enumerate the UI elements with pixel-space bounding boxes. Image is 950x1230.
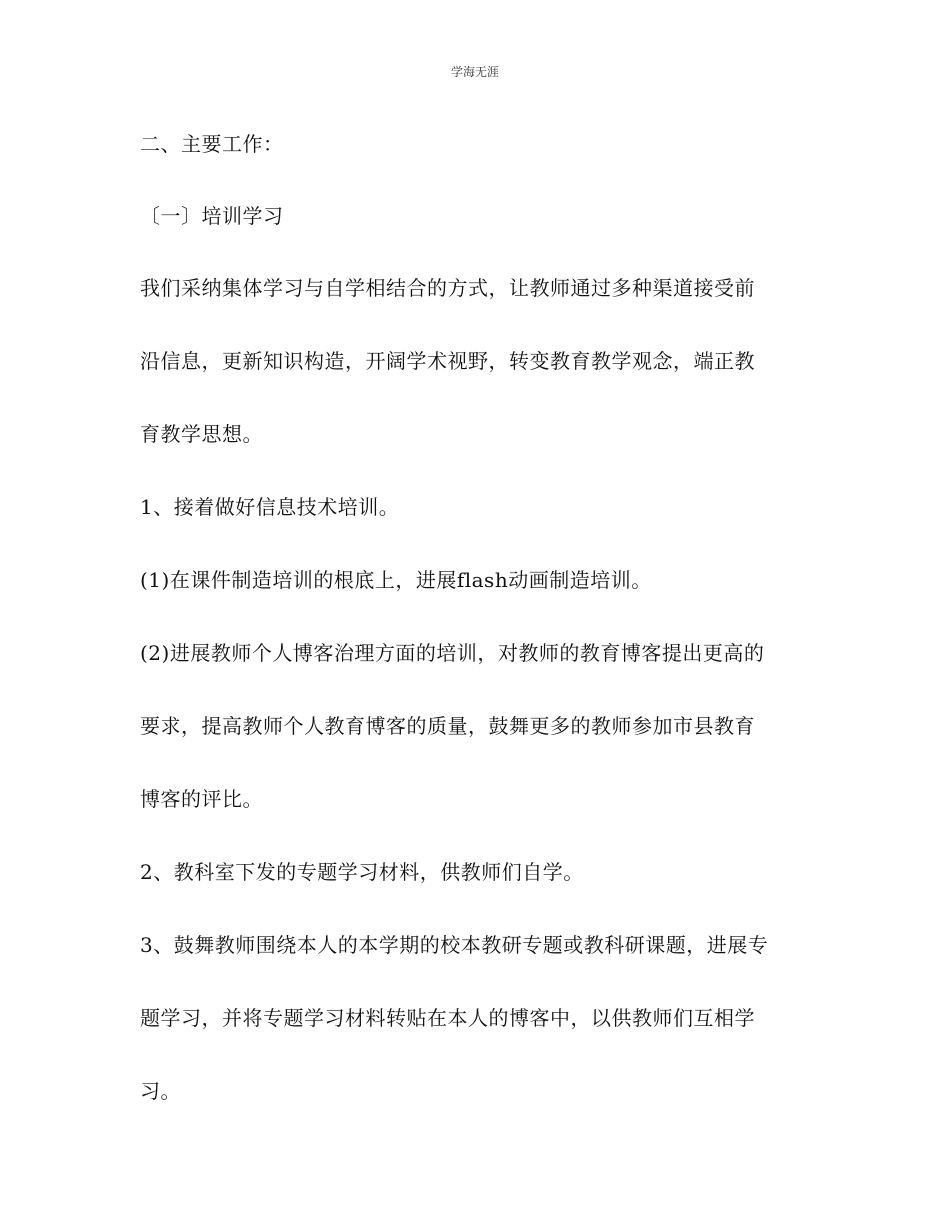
paragraph-line: 沿信息，更新知识构造，开阔学术视野，转变教育教学观念，端正教 xyxy=(140,349,755,373)
paragraph-line: 我们采纳集体学习与自学相结合的方式，让教师通过多种渠道接受前 xyxy=(140,276,755,300)
subsection-heading: 〔一〕培训学习 xyxy=(140,204,284,228)
paragraph-line: 要求，提高教师个人教育博客的质量，鼓舞更多的教师参加市县教育 xyxy=(140,714,755,738)
list-item: 2、教科室下发的专题学习材料，供教师们自学。 xyxy=(140,860,584,884)
section-heading: 二、主要工作： xyxy=(140,132,284,156)
list-item: 3、鼓舞教师围绕本人的本学期的校本教研专题或教科研课题，进展专 xyxy=(140,933,769,957)
list-item: 1、接着做好信息技术培训。 xyxy=(140,495,400,519)
paragraph-line: 习。 xyxy=(140,1079,181,1103)
page-header: 学海无涯 xyxy=(450,65,499,79)
paragraph-line: 题学习，并将专题学习材料转贴在本人的博客中，以供教师们互相学 xyxy=(140,1006,755,1030)
paragraph-line: 育教学思想。 xyxy=(140,422,263,446)
list-item: (1)在课件制造培训的根底上，进展flash动画制造培训。 xyxy=(140,568,652,592)
paragraph-line: 博客的评比。 xyxy=(140,787,263,811)
list-item: (2)进展教师个人博客治理方面的培训，对教师的教育博客提出更高的 xyxy=(140,641,765,665)
